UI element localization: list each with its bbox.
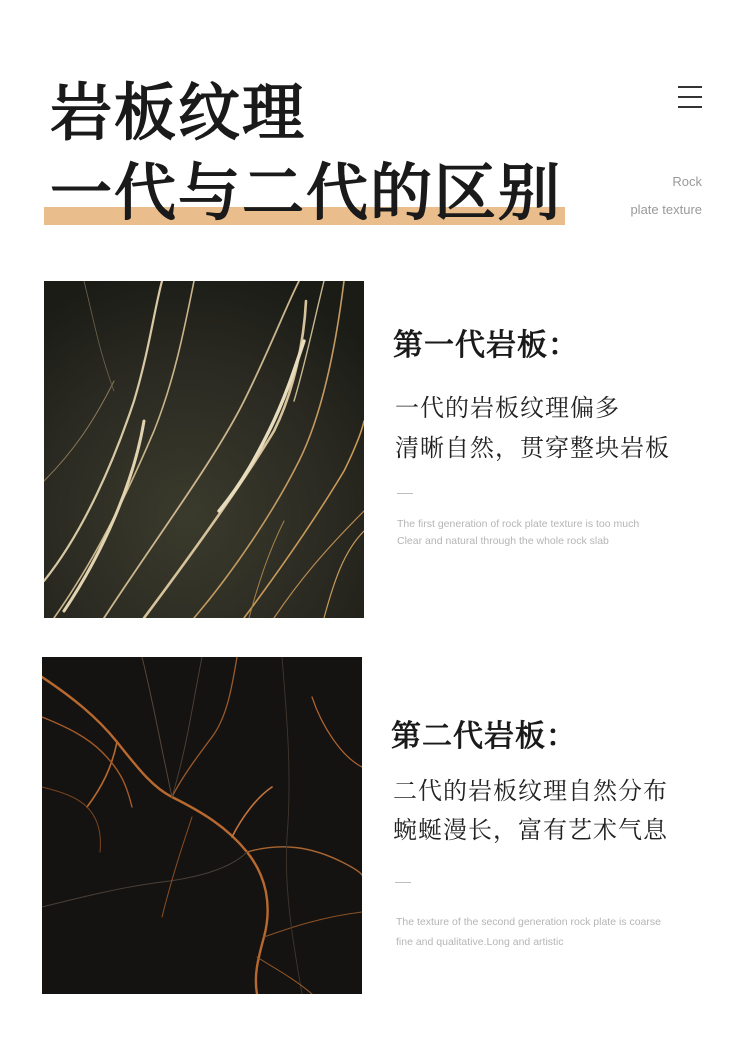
first-gen-desc-line1: 一代的岩板纹理偏多: [395, 394, 620, 422]
menu-icon[interactable]: [678, 86, 702, 108]
second-gen-stone-image: [42, 657, 362, 994]
second-gen-desc-line1: 二代的岩板纹理自然分布: [393, 777, 668, 805]
en-tag-plate-texture: plate texture: [630, 202, 702, 217]
second-gen-en-line1: The texture of the second generation rock plate is coarse: [396, 916, 661, 928]
first-gen-desc-line2: 清晰自然，贯穿整块岩板: [395, 434, 670, 462]
page-title-line2: 一代与二代的区别: [50, 156, 563, 229]
first-gen-heading: 第一代岩板：: [393, 328, 579, 363]
second-gen-divider: [395, 882, 411, 883]
second-gen-en-line2: fine and qualitative.Long and artistic: [396, 936, 564, 948]
second-gen-heading: 第二代岩板：: [391, 719, 577, 754]
first-gen-stone-image: [44, 281, 364, 618]
first-gen-en-line1: The first generation of rock plate texture is too much: [397, 518, 640, 530]
page-title-line1: 岩板纹理: [50, 76, 307, 149]
first-gen-divider: [397, 493, 413, 494]
first-gen-en-line2: Clear and natural through the whole rock slab: [397, 535, 609, 547]
en-tag-rock: Rock: [672, 174, 702, 189]
second-gen-desc-line2: 蜿蜒漫长，富有艺术气息: [393, 816, 668, 844]
